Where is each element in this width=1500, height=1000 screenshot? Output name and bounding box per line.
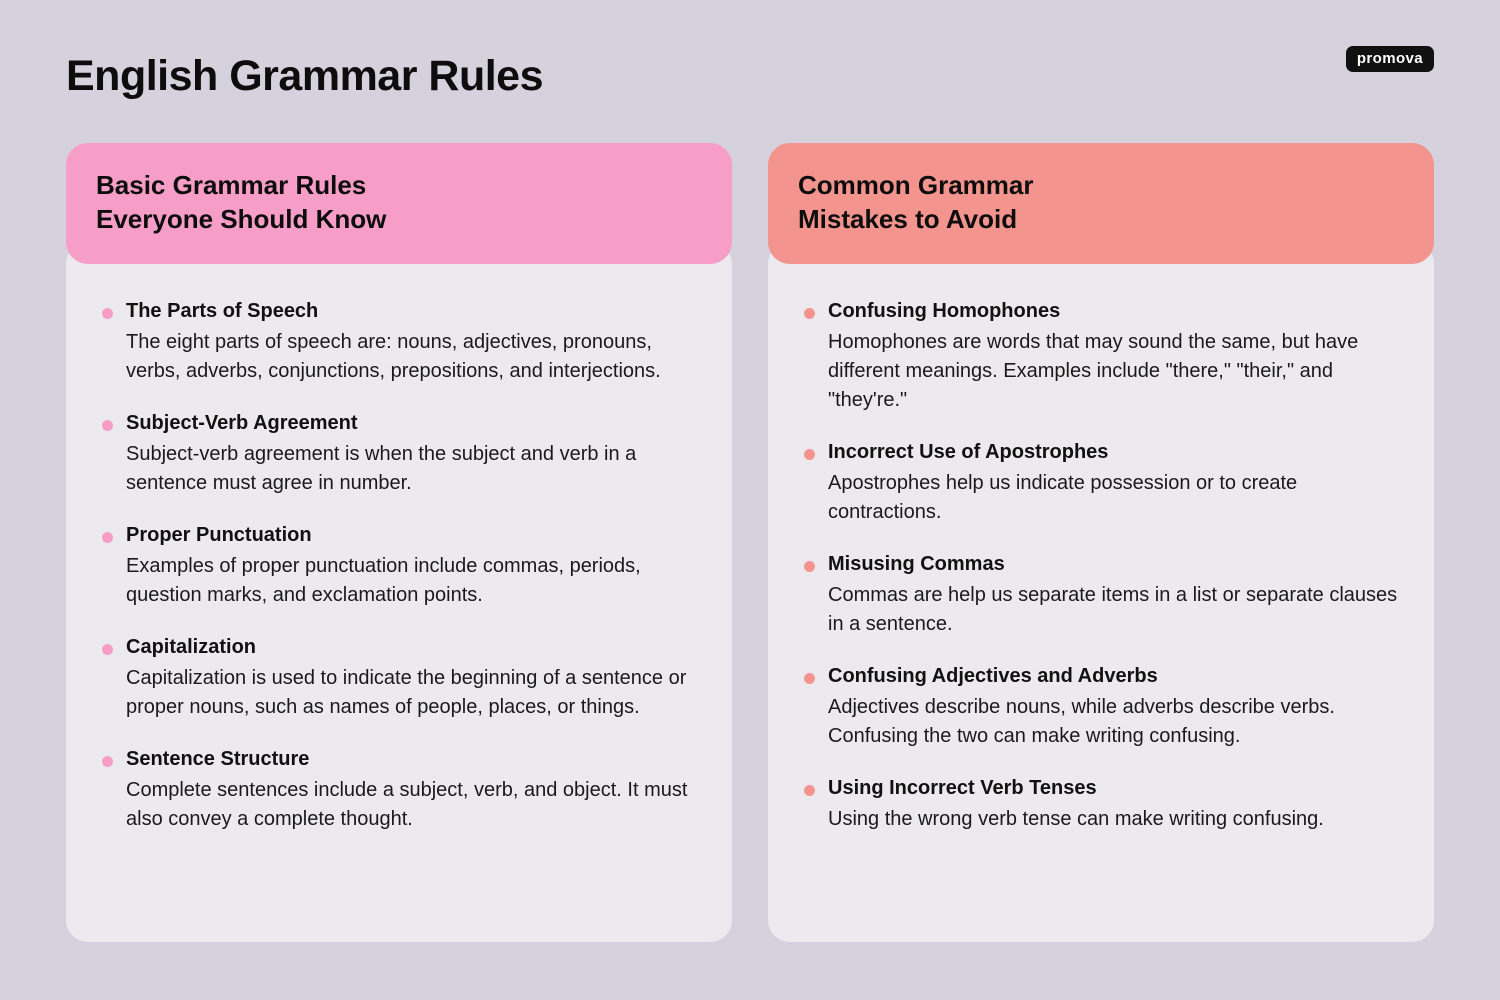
- column-common-grammar-mistakes: [768, 143, 1434, 942]
- item-description: Using the wrong verb tense can make writing confusing.: [828, 807, 1324, 830]
- list-item: [96, 746, 702, 834]
- bullet-icon: [102, 308, 113, 319]
- list-item: [96, 410, 702, 498]
- list-item: [798, 663, 1404, 751]
- bullet-icon: [804, 673, 815, 684]
- item-title: Proper Punctuation: [126, 523, 312, 546]
- item-description: The eight parts of speech are: nouns, adjectives, pronouns, verbs, adverbs, conjunctions, prepositions, and interjections.: [126, 330, 661, 382]
- item-title: Capitalization: [126, 635, 257, 658]
- list-item: [96, 522, 702, 610]
- item-description: Capitalization is used to indicate the beginning of a sentence or proper nouns, such as names of people, places, or things.: [126, 666, 687, 718]
- item-description: Examples of proper punctuation include commas, periods, question marks, and exclamation points.: [126, 554, 641, 606]
- item-title: Misusing Commas: [828, 552, 1005, 575]
- column-heading-mistakes: Common Grammar Mistakes to Avoid: [768, 143, 1434, 264]
- item-title: Confusing Homophones: [828, 299, 1061, 322]
- bullet-icon: [102, 644, 113, 655]
- item-title: The Parts of Speech: [126, 299, 319, 322]
- list-item: [798, 298, 1404, 415]
- bullet-icon: [804, 785, 815, 796]
- item-description: Apostrophes help us indicate possession or to create contractions.: [828, 471, 1298, 523]
- item-description: Adjectives describe nouns, while adverbs describe verbs. Confusing the two can make writing confusing.: [828, 695, 1335, 747]
- item-description: Subject-verb agreement is when the subject and verb in a sentence must agree in number.: [126, 442, 637, 494]
- item-description: Commas are help us separate items in a list or separate clauses in a sentence.: [828, 583, 1398, 635]
- page-title: English Grammar Rules: [66, 52, 543, 100]
- item-title: Subject-Verb Agreement: [126, 411, 358, 434]
- list-item: [798, 551, 1404, 639]
- bullet-icon: [102, 532, 113, 543]
- column-body-basic: [66, 242, 732, 942]
- item-title: Using Incorrect Verb Tenses: [828, 776, 1097, 799]
- column-basic-grammar-rules: [66, 143, 732, 942]
- list-item: [96, 634, 702, 722]
- list-item: [96, 298, 702, 386]
- bullet-icon: [804, 561, 815, 572]
- promova-logo: promova: [1346, 46, 1434, 72]
- item-title: Confusing Adjectives and Adverbs: [828, 664, 1158, 687]
- list-item: [798, 775, 1404, 834]
- list-item: [798, 439, 1404, 527]
- bullet-icon: [102, 420, 113, 431]
- bullet-icon: [804, 449, 815, 460]
- column-heading-basic: Basic Grammar Rules Everyone Should Know: [66, 143, 732, 264]
- columns-container: [66, 143, 1434, 942]
- item-description: Complete sentences include a subject, verb, and object. It must also convey a complete thought.: [126, 778, 688, 830]
- bullet-icon: [102, 756, 113, 767]
- item-title: Sentence Structure: [126, 747, 310, 770]
- column-body-mistakes: [768, 242, 1434, 942]
- item-title: Incorrect Use of Apostrophes: [828, 440, 1109, 463]
- item-description: Homophones are words that may sound the same, but have different meanings. Examples include "there," "their," and "they're.": [828, 330, 1359, 411]
- bullet-icon: [804, 308, 815, 319]
